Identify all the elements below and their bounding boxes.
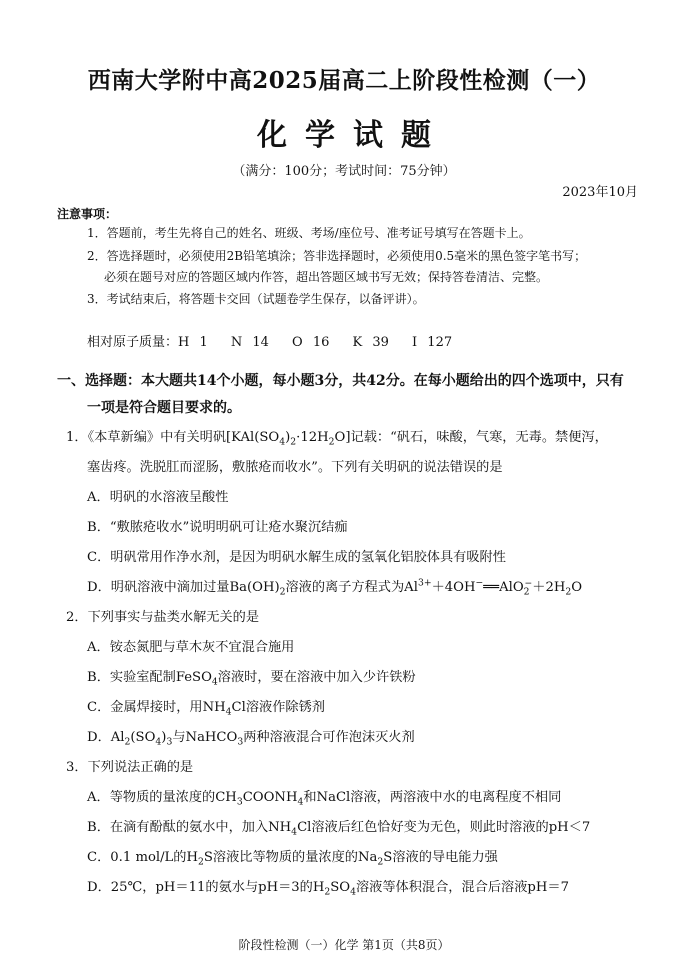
notice-item-3: 3．考试结束后，将答题卡交回（试题卷学生保存，以备评讲）。 [87,292,425,306]
notice-item-1: 1．答题前，考生先将自己的姓名、班级、考场/座位号、准考证号填写在答题卡上。 [87,226,531,240]
question-3-option-b: B．在滴有酚酞的氨水中，加入$NH_4Cl$溶液后红色恰好变为无色，则此时溶液的pH＜7 [87,820,591,838]
question-2-option-d: D．$Al_2(SO_4)_3$与NaHCO$_3$两种溶液混合可作泡沫灭火剂 [87,730,415,748]
question-2-option-a: A．铵态氮肥与草木灰不宜混合施用 [87,640,295,655]
question-3-option-c: C．0.1 mol/L的$H_2S$溶液比等物质的量浓度的$Na_2S$溶液的导电能力强 [87,850,498,868]
question-3-option-a: A．等物质的量浓度的$CH_3COONH_4$和NaCl溶液，两溶液中水的电离程度不相同 [87,790,562,808]
question-3-option-d: D．25℃，pH＝11的氨水与pH＝3的$H_2SO_4$溶液等体积混合，混合后溶液pH＝7 [87,880,569,898]
page-footer: 阶段性检测（一）化学 第1页（共8页） [238,938,450,952]
section-1-heading-cont: 一项是符合题目要求的。 [87,400,241,416]
question-3-stem: 3．下列说法正确的是 [66,760,194,775]
question-2-stem: 2．下列事实与盐类水解无关的是 [66,610,260,625]
question-2-option-b: B．实验室配制FeSO$_4$溶液时，要在溶液中加入少许铁粉 [87,670,416,688]
notice-item-2: 2．答选择题时，必须使用2B铅笔填涂；答非选择题时，必须使用0.5毫米的黑色签字笔书写； [87,249,587,263]
question-1-option-d: D．明矾溶液中滴加过量$Ba(OH)_2$溶液的离子方程式为$Al^{3+}+4OH^-══AlO_2^-+2H_2O$ [87,577,583,598]
question-1-option-a: A．明矾的水溶液呈酸性 [87,490,229,505]
question-2-option-c: C．金属焊接时，用$NH_4Cl$溶液作除锈剂 [87,700,325,718]
subject-title: 化学试题 [257,118,449,153]
exam-date: 2023年10月 [562,185,638,200]
notice-item-2-cont: 必须在题号对应的答题区域内作答，超出答题区域书写无效；保持答卷清洁、完整。 [104,270,549,284]
atomic-mass: 相对原子质量：H 1 N 14 O 16 K 39 I 127 [87,335,453,350]
question-1-option-b: B．“敷脓疮收水”说明明矾可让疮水聚沉结痂 [87,520,348,535]
exam-title: 西南大学附中高2025届高二上阶段性检测（一） [87,67,601,94]
question-1-number: 1． [66,430,88,445]
question-1-stem-cont: 塞齿疼。洗脱肛而涩肠，敷脓疮而收水”。下列有关明矾的说法错误的是 [87,460,503,475]
question-1-stem: 1．《本草新编》中有关明矾$[KAl(SO_4)_2\cdot 12H_2O]$记载：“矾石，味酸，气寒，无毒。禁便泻， [66,430,608,448]
score-time-info: （满分：100分；考试时间：75分钟） [232,164,456,179]
notice-heading: 注意事项： [57,207,118,221]
question-1-option-c: C．明矾常用作净水剂，是因为明矾水解生成的氢氧化铝胶体具有吸附性 [87,550,506,565]
section-1-heading: 一、选择题：本大题共14个小题，每小题3分，共42分。在每小题给出的四个选项中，只有 [57,373,624,389]
